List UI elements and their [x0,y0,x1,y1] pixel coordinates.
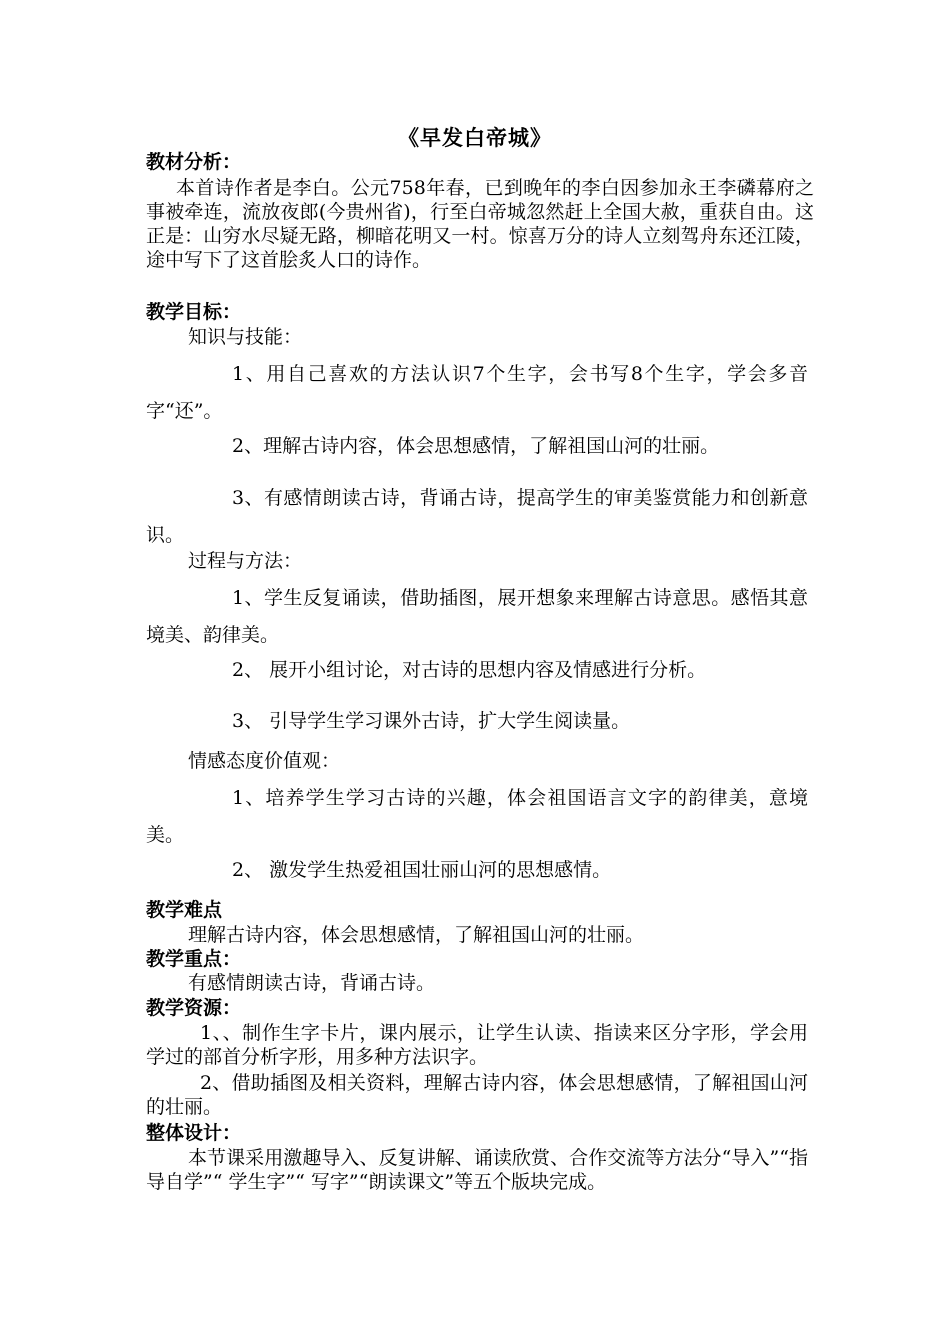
section-heading-resources: 教学资源： [146,997,242,1019]
emotion-item-2: 2、 激发学生热爱祖国壮丽山河的思想感情。 [232,859,612,881]
document-title: 《早发白帝城》 [398,126,552,150]
process-item-2: 2、 展开小组讨论，对古诗的思想内容及情感进行分析。 [232,659,707,681]
resource-item-2: 2、借助插图及相关资料，理解古诗内容，体会思想感情，了解祖国山河的壮丽。 [146,1072,808,1118]
focus-text: 有感情朗读古诗，背诵古诗。 [188,972,436,994]
difficulty-text: 理解古诗内容，体会思想感情，了解祖国山河的壮丽。 [188,924,645,946]
knowledge-item-3: 3、有感情朗读古诗，背诵古诗，提高学生的审美鉴赏能力和创新意识。 [146,487,808,546]
emotion-value-label: 情感态度价值观： [188,750,341,772]
section-heading-goals: 教学目标： [146,301,242,323]
knowledge-item-1: 1、用自己喜欢的方法认识7个生字，会书写8个生字，学会多音字“还”。 [146,363,808,422]
section-heading-design: 整体设计： [146,1122,242,1144]
knowledge-skills-label: 知识与技能： [188,326,303,348]
design-paragraph: 本节课采用激趣导入、反复讲解、诵读欣赏、合作交流等方法分“导入”“指导自学”“ 学生字”“ 写字”“朗读课文”等五个版块完成。 [146,1147,808,1193]
knowledge-item-2: 2、理解古诗内容，体会思想感情，了解祖国山河的壮丽。 [232,435,720,457]
process-method-label: 过程与方法： [188,550,303,572]
emotion-item-1: 1、培养学生学习古诗的兴趣，体会祖国语言文字的韵律美，意境美。 [146,787,808,846]
section-heading-difficulty: 教学难点 [146,899,223,921]
process-item-3: 3、 引导学生学习课外古诗，扩大学生阅读量。 [232,710,631,732]
section-heading-focus: 教学重点： [146,948,242,970]
analysis-paragraph: 本首诗作者是李白。公元758年春，已到晚年的李白因参加永王李磷幕府之事被牵连，流放夜郎(今贵州省)，行至白帝城忽然赶上全国大赦，重获自由。这正是：山穷水尽疑无路，柳暗花明又一村。惊喜万分的诗人立刻驾舟东还江陵，途中写下了这首脍炙人口的诗作。 [146,177,814,271]
resource-item-1: 1、、制作生字卡片，课内展示，让学生认读、指读来区分字形，学会用学过的部首分析字形，用多种方法识字。 [146,1022,808,1068]
section-heading-analysis: 教材分析： [146,151,242,173]
process-item-1: 1、学生反复诵读，借助插图，展开想象来理解古诗意思。感悟其意境美、韵律美。 [146,587,808,646]
